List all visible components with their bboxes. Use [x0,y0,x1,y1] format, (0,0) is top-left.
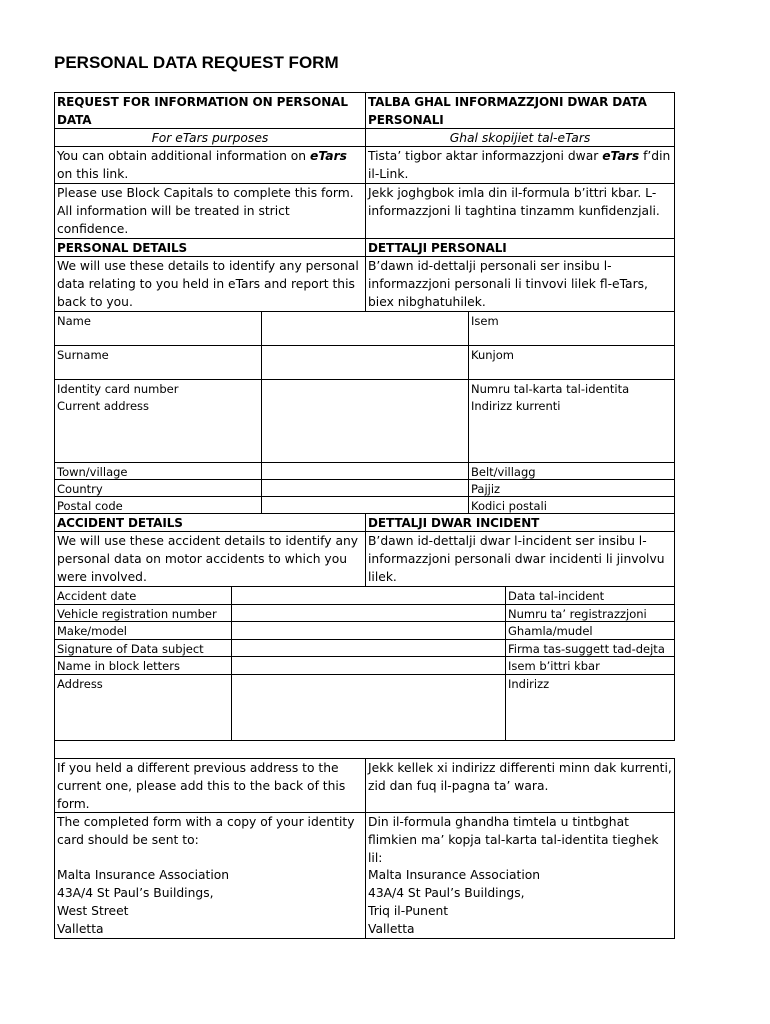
send-to-address-mt-line-1: Malta Insurance Association [368,868,541,883]
postal-code-input[interactable] [261,497,468,513]
etars-link-mt[interactable]: eTars [602,149,640,163]
field-label-numru-karta: Numru tal-karta tal-identita [468,380,674,397]
field-label-firma: Firma tas-suggett tad-dejta [505,640,674,656]
personal-intro-en: We will use these details to identify any personal data relating to you held in eTars and report this back to you. [57,259,359,309]
field-row-id-card [54,380,675,397]
block-name-input[interactable] [231,657,505,674]
field-label-kunjom: Kunjom [468,346,674,379]
send-to-address-mt-line-2: 43A/4 St Paul’s Buildings, [368,886,525,901]
field-label-pajjiz: Pajjiz [468,480,674,496]
accident-intro-en: We will use these accident details to identify any personal data on motor accidents to which you were involved. [57,534,359,584]
accident-date-input[interactable] [231,587,505,604]
field-label-kodici-postali: Kodici postali [468,497,674,513]
field-label-indirizz-kurrenti: Indirizz kurrenti [468,397,674,462]
name-input[interactable] [261,312,468,345]
field-label-town: Town/village [57,465,128,479]
surname-input[interactable] [261,346,468,379]
field-label-name: Name [57,314,91,328]
page-title: PERSONAL DATA REQUEST FORM [54,53,339,72]
purposes-mt: Ghal skopijiet tal-eTars [365,129,674,146]
field-row-current-address [54,397,675,463]
field-label-block-name: Name in block letters [57,659,180,673]
current-address-input[interactable] [261,397,468,462]
field-label-indirizz: Indirizz [505,675,674,740]
block-caps-en: Please use Block Capitals to complete this form. All information will be treated in strict confidence. [57,186,354,236]
field-label-isem: Isem [468,312,674,345]
field-label-signature: Signature of Data subject [57,642,204,656]
purposes-en: For eTars purposes [151,131,269,145]
send-to-address-en-line-4: Valletta [57,921,104,936]
field-row-signature [54,640,675,657]
send-to-address-mt-line-3: Triq il-Punent [368,903,449,918]
send-to-intro-mt: Din il-formula ghandha timtela u tintbghat flimkien ma’ kopja tal-karta tal-identita tieghek lil: [368,815,659,865]
header-mt: TALBA GHAL INFORMAZZJONI DWAR DATA PERSONALI [365,93,674,128]
send-to-address-mt-line-4: Valletta [368,921,415,936]
field-row-postal-code [54,497,675,514]
send-to-intro-en: The completed form with a copy of your identity card should be sent to: [57,815,355,847]
signature-input[interactable] [231,640,505,656]
personal-heading-row [54,239,675,257]
field-label-current-address: Current address [57,399,150,413]
form-header-row [54,92,675,129]
make-model-input[interactable] [231,622,505,639]
previous-address-mt: Jekk kellek xi indirizz differenti minn dak kurrenti, zid dan fuq il-pagna ta’ wara. [365,759,674,812]
address-input[interactable] [231,675,505,740]
field-row-accident-date [54,587,675,605]
field-label-belt: Belt/villagg [468,463,674,479]
accident-heading-row [54,514,675,532]
field-label-numru-registrazzjoni: Numru ta’ registrazzjoni [505,605,674,621]
send-to-address-en-line-3: West Street [57,903,129,918]
send-to-en [55,813,365,938]
personal-heading-en: PERSONAL DETAILS [57,241,188,255]
link-row [54,147,675,184]
field-row-country [54,480,675,497]
field-row-address [54,675,675,741]
field-label-address: Address [57,677,103,691]
field-row-vehicle-reg [54,605,675,622]
personal-heading-mt: DETTALJI PERSONALI [365,239,674,256]
accident-heading-mt: DETTALJI DWAR INCIDENT [365,514,674,531]
send-to-row [54,813,675,939]
block-caps-mt: Jekk joghgbok imla din il-formula b’ittri kbar. L-informazzjoni li taghtina tinzamm kunfidenzjali. [365,184,674,238]
vehicle-reg-input[interactable] [231,605,505,621]
field-label-make-model: Make/model [57,624,127,638]
accident-intro-row [54,532,675,587]
field-label-accident-date: Accident date [57,589,137,603]
header-en: REQUEST FOR INFORMATION ON PERSONAL DATA [57,95,348,127]
previous-address-en: If you held a different previous address to the current one, please add this to the back of this form. [57,761,346,811]
section-gap [54,741,55,758]
field-row-surname [54,346,675,380]
field-label-surname: Surname [57,348,109,362]
etars-link-en[interactable]: eTars [310,149,347,163]
send-to-address-en-line-1: Malta Insurance Association [57,868,230,883]
block-caps-row [54,184,675,239]
field-label-isem-ittri-kbar: Isem b’ittri kbar [505,657,674,674]
personal-intro-mt: B’dawn id-dettalji personali ser insibu l-informazzjoni personali li tinvovi lilek fl-eTars, biex nibghatuhilek. [365,257,674,311]
purposes-row [54,129,675,147]
accident-heading-en: ACCIDENT DETAILS [57,516,183,530]
field-label-postal-code: Postal code [57,499,123,513]
request-form [54,92,675,939]
accident-intro-mt: B’dawn id-dettalji dwar l-incident ser insibu l-informazzjoni personali dwar incidenti li jinvolvu lilek. [365,532,674,586]
send-to-address-en-line-2: 43A/4 St Paul’s Buildings, [57,886,214,901]
field-label-vehicle-reg: Vehicle registration number [57,607,217,621]
field-row-make-model [54,622,675,640]
personal-intro-row [54,257,675,312]
previous-address-row [54,758,675,813]
field-row-block-name [54,657,675,675]
field-label-country: Country [57,482,103,496]
send-to-mt [365,813,674,938]
id-card-input[interactable] [261,380,468,397]
link-text-mt: Tista’ tigbor aktar informazzjoni dwar eTars f’din il-Link. [365,147,674,183]
country-input[interactable] [261,480,468,496]
field-row-name [54,312,675,346]
field-label-ghamla-mudel: Ghamla/mudel [505,622,674,639]
town-input[interactable] [261,463,468,479]
link-text-en: You can obtain additional information on eTars on this link. [57,149,347,181]
field-label-data-incident: Data tal-incident [505,587,674,604]
field-row-town [54,463,675,480]
field-label-id-card: Identity card number [57,382,179,396]
